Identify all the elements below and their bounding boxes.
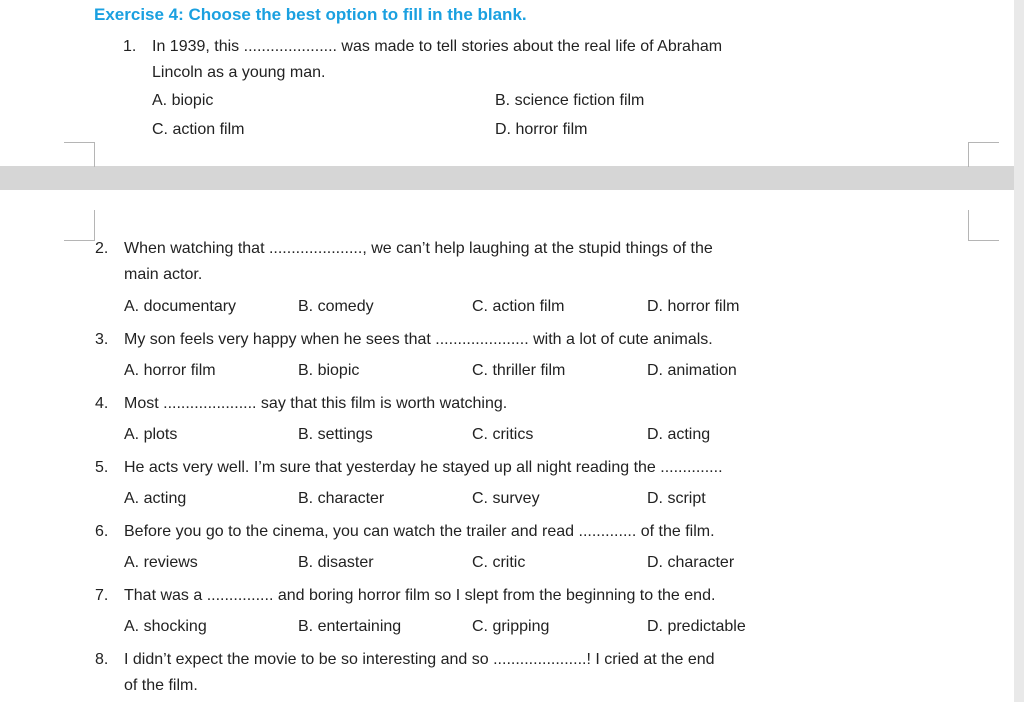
question-text-line: Lincoln as a young man. bbox=[152, 64, 326, 81]
question-text-line: of the film. bbox=[124, 677, 198, 694]
option-a: A. acting bbox=[124, 490, 187, 507]
window-right-edge bbox=[1014, 0, 1024, 702]
option-d: D. script bbox=[647, 490, 706, 507]
question-1 bbox=[123, 34, 843, 86]
page-margin-mark bbox=[968, 142, 999, 167]
option-b: B. character bbox=[298, 490, 385, 507]
option-d: D. acting bbox=[647, 426, 711, 443]
question-text-line: In 1939, this ..................... was made to tell stories about the real life of Abraham bbox=[152, 38, 723, 55]
exercise-title: Exercise 4: Choose the best option to fill in the blank. bbox=[94, 5, 527, 24]
page-margin-mark bbox=[968, 210, 999, 241]
option-c: C. action film bbox=[152, 121, 245, 138]
option-d: D. predictable bbox=[647, 618, 746, 635]
option-c: C. thriller film bbox=[472, 362, 566, 379]
question-text-line: When watching that ....................., we can’t help laughing at the stupid things of the bbox=[124, 240, 713, 257]
option-c: C. critic bbox=[472, 554, 526, 571]
option-b: B. science fiction film bbox=[495, 92, 645, 109]
option-a: A. biopic bbox=[152, 92, 214, 109]
question-text-line: That was a ............... and boring horror film so I slept from the beginning to the end. bbox=[124, 587, 716, 604]
question-number: 7. bbox=[95, 587, 109, 604]
option-b: B. comedy bbox=[298, 298, 374, 315]
question-text-line: I didn’t expect the movie to be so interesting and so .....................! I cried at the end bbox=[124, 651, 715, 668]
option-c: C. critics bbox=[472, 426, 534, 443]
question-number: 8. bbox=[95, 651, 109, 668]
option-b: B. settings bbox=[298, 426, 373, 443]
page-margin-mark bbox=[64, 142, 95, 167]
question-number: 3. bbox=[95, 331, 109, 348]
option-c: C. survey bbox=[472, 490, 540, 507]
question-number: 4. bbox=[95, 395, 109, 412]
question-number: 1. bbox=[123, 38, 137, 55]
question-4 bbox=[95, 391, 815, 417]
option-a: A. shocking bbox=[124, 618, 207, 635]
option-c: C. action film bbox=[472, 298, 565, 315]
question-text-line: He acts very well. I’m sure that yesterday he stayed up all night reading the .............. bbox=[124, 459, 723, 476]
option-a: A. documentary bbox=[124, 298, 237, 315]
option-d: D. character bbox=[647, 554, 735, 571]
option-a: A. reviews bbox=[124, 554, 198, 571]
question-text-line: main actor. bbox=[124, 266, 203, 283]
option-b: B. entertaining bbox=[298, 618, 402, 635]
option-d: D. animation bbox=[647, 362, 737, 379]
question-text-line: Most ..................... say that this film is worth watching. bbox=[124, 395, 508, 412]
question-8 bbox=[95, 647, 815, 699]
question-2 bbox=[95, 236, 815, 288]
document-page-1 bbox=[0, 0, 1014, 166]
question-number: 6. bbox=[95, 523, 109, 540]
question-3 bbox=[95, 327, 815, 353]
question-text-line: Before you go to the cinema, you can watch the trailer and read ............. of the film. bbox=[124, 523, 715, 540]
question-7 bbox=[95, 583, 815, 609]
option-b: B. disaster bbox=[298, 554, 374, 571]
question-number: 2. bbox=[95, 240, 109, 257]
question-number: 5. bbox=[95, 459, 109, 476]
question-5 bbox=[95, 455, 815, 481]
option-b: B. biopic bbox=[298, 362, 360, 379]
option-c: C. gripping bbox=[472, 618, 550, 635]
option-a: A. plots bbox=[124, 426, 178, 443]
option-d: D. horror film bbox=[647, 298, 740, 315]
page-margin-mark bbox=[64, 210, 95, 241]
option-d: D. horror film bbox=[495, 121, 588, 138]
question-6 bbox=[95, 519, 815, 545]
question-text-line: My son feels very happy when he sees that ..................... with a lot of cute animals. bbox=[124, 331, 713, 348]
option-a: A. horror film bbox=[124, 362, 216, 379]
